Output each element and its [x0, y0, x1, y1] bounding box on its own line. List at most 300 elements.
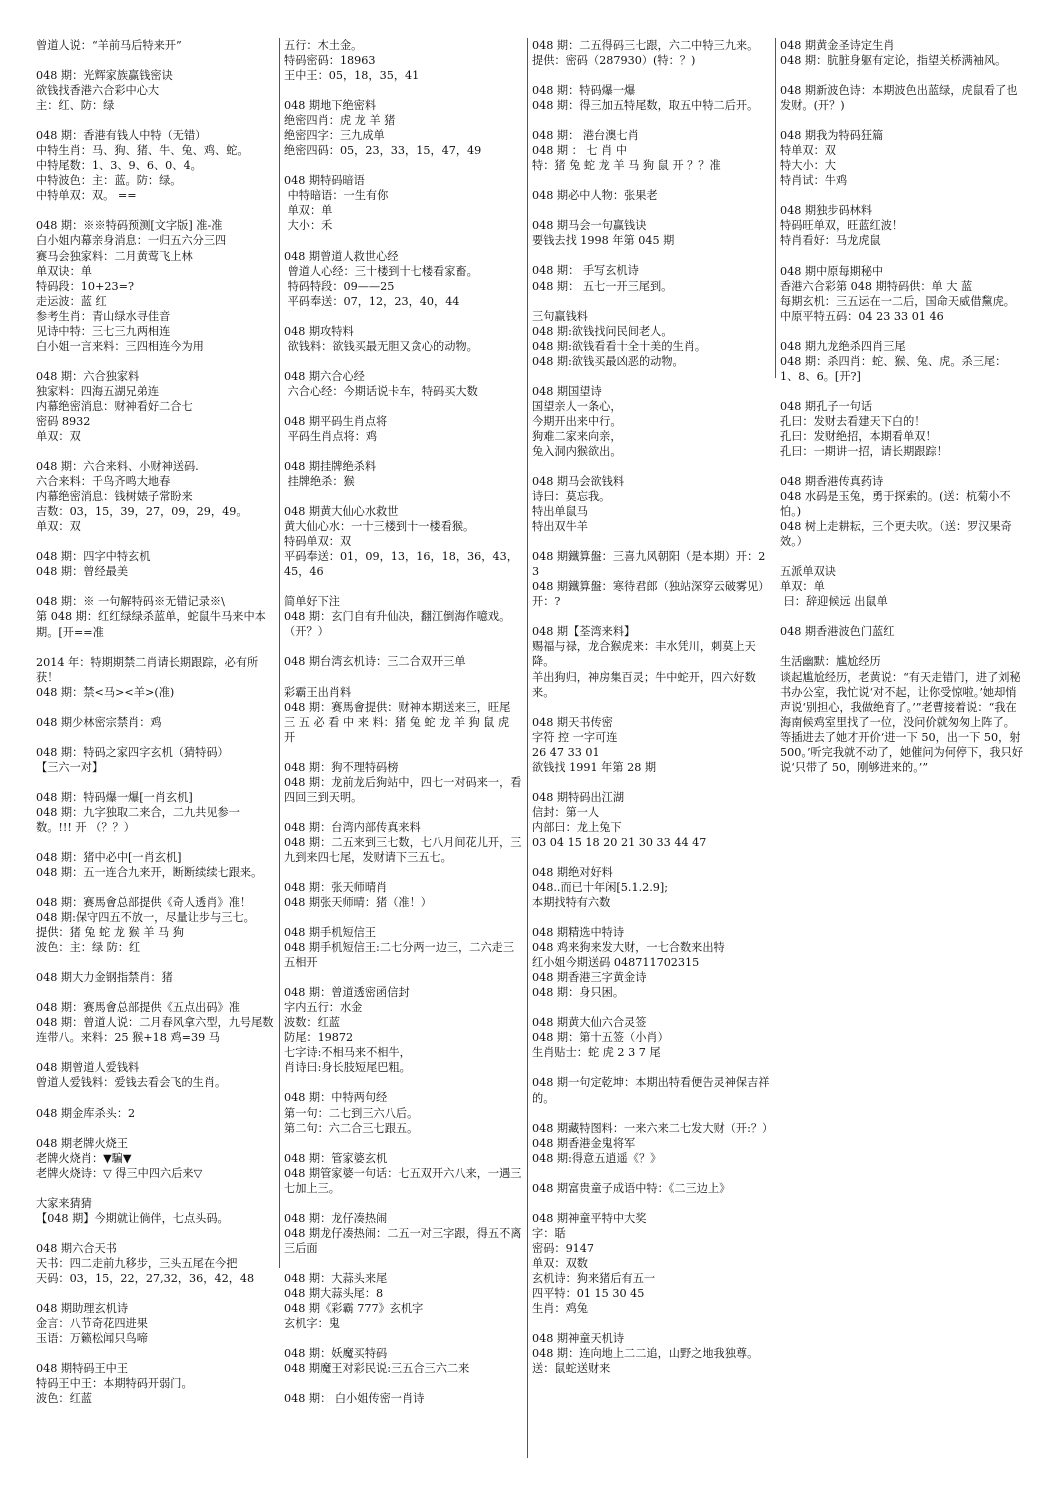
text-line: 每期玄机：三五运在一二后，国命天威借黧虎。 [780, 294, 1015, 308]
text-line: 曾道人爱钱料：爱钱去看会飞的生肖。 [36, 1076, 227, 1090]
text-block [36, 1241, 274, 1286]
text-line: 主：红、防：绿 [36, 99, 115, 113]
text-line: 中特单双：双。 == [36, 189, 137, 203]
text-line: 生肖贴士：蛇 虎 2 3 7 尾 [532, 1046, 661, 1060]
text-line: 单双：单 [780, 580, 825, 594]
text-line: 香港六合彩第 048 期特码供：单 大 蓝 [780, 279, 973, 293]
text-line: 金言：八节奇花四进果 [36, 1317, 148, 1330]
text-block [780, 399, 1024, 459]
text-line: 048 期：赛馬會总部提供《奇人透肖》准！ [36, 896, 252, 910]
text-line: 五派单双诀 [780, 565, 836, 579]
text-block [780, 654, 1024, 774]
text-line: 048 期：赛馬會提供：财神本期送来三，旺尾 三 五 必 看 中 来 料：猪 兔 蛇 龙 羊 狗 鼠 虎 开 [284, 700, 514, 744]
text-line: 048 期魔王对彩民说:三五合三六二来 [284, 1362, 470, 1376]
text-line: 048 期：特码之家四字玄机（猜特码） [36, 745, 229, 759]
text-line: 048 期：玄门自有升仙决，翻江倒海作噫戏。（开？） [284, 610, 511, 639]
text-line: 048 期：肮脏身躯有定论，指望关桥满袖风。 [780, 54, 1007, 68]
text-line: 中特暗语：一生有你 [284, 189, 389, 203]
text-block [780, 624, 1024, 639]
text-block [532, 218, 772, 248]
text-line: 挂牌绝杀：猴 [284, 475, 355, 489]
text-line: 048 期：狗不理特码榜 [284, 760, 399, 774]
text-line: 参考生肖：青山绿水寻佳音 [36, 309, 171, 323]
text-line: 平码奉送：01，09，13，16，18，36，43，45，46 [284, 550, 518, 579]
text-line: 曾道人心经：三十楼到十七楼看家畜。 [284, 264, 478, 278]
text-line: 048 期神童天机诗 [532, 1332, 625, 1346]
text-line: 048 期鐵算盤：寒待君郎（独站深穿云破雾见）开：? [532, 580, 770, 609]
column-1 [36, 38, 274, 1421]
text-line: 六合来料：千鸟齐鸣大地春 [36, 475, 171, 489]
text-block [780, 203, 1024, 248]
text-line: 048 期：台湾内部传真来料 [284, 820, 421, 834]
text-line: 绝密四字：三九成单 [284, 129, 385, 143]
text-line: 中特生肖：马、狗、猪、牛、兔、鸡、蛇。 [36, 144, 249, 158]
text-block [36, 1361, 274, 1406]
text-block [532, 1015, 772, 1060]
text-line: 048 期：管家婆玄机 [284, 1151, 388, 1165]
text-line: 内部曰：龙上兔下 [532, 820, 622, 834]
text-block [284, 459, 522, 489]
text-line: 第一句：二七到三六八后。 [284, 1106, 419, 1120]
text-block [532, 83, 772, 113]
text-block [532, 715, 772, 775]
text-block [780, 128, 1024, 188]
text-line: 独家料：四海五湖兄弟连 [36, 384, 160, 398]
text-line: 048 期六合天书 [36, 1241, 117, 1255]
text-line: 特大小：大 [780, 159, 836, 173]
text-line: 048 期手机短信王 [284, 926, 377, 940]
text-block [532, 384, 772, 459]
text-block [284, 98, 522, 158]
text-line: 048 期黄大仙心水救世 [284, 505, 399, 519]
text-block [532, 1211, 772, 1316]
text-line: 中特波色：主：蓝。防：绿。 [36, 174, 182, 188]
text-line: 048 期：得三加五特尾数，取五中特二后开。 [532, 99, 759, 113]
text-line: 羊出狗归，神房集百灵；牛中蛇开，四六好数来。 [532, 670, 756, 699]
text-line: 曰：辞迎候远 出鼠单 [780, 595, 888, 609]
text-line: 048 期精选中特诗 [532, 926, 625, 940]
text-line: 048 期六合心经 [284, 369, 365, 383]
text-block [284, 504, 522, 579]
text-block [532, 1181, 772, 1196]
text-block [36, 459, 274, 534]
text-line: 048 期 ： 七 肖 中 [532, 144, 628, 158]
text-block [532, 624, 772, 699]
text-line: 048 期:欲钱找问民间老人。 [532, 324, 673, 338]
text-line: 单双：双数 [532, 1256, 588, 1270]
text-line: 特单双：双 [780, 144, 836, 158]
text-line: 孔曰：发财绝招，本期看单双！ [780, 429, 937, 443]
text-line: 048 期孔子一句话 [780, 399, 873, 413]
text-line: 048 期黄大仙六合灵签 [532, 1016, 647, 1030]
text-line: 048 期香港三字黄金诗 [532, 971, 647, 985]
text-line: 内幕绝密消息：财神看好二合七 [36, 399, 193, 413]
text-block [36, 369, 274, 444]
text-block [284, 594, 522, 639]
text-block [36, 218, 274, 353]
text-line: 欲钱找香港六合彩中心大 [36, 84, 160, 98]
text-line: 中特尾数：1、3、9、6、0、4。 [36, 159, 202, 173]
text-block [36, 895, 274, 955]
text-line: 曾道人说：“羊前马后特来开” [36, 39, 182, 52]
text-block [284, 685, 522, 745]
text-line: 048 期：身只困。 [532, 986, 625, 1000]
text-line: 048 期：特码爆一爆[一肖玄机] [36, 790, 193, 804]
text-line: 生活幽默：尴尬经历 [780, 655, 881, 669]
text-line: 048 期攻特料 [284, 324, 354, 338]
text-block [780, 83, 1024, 113]
text-line: 048 期香港波色门蓝红 [780, 625, 895, 639]
text-block [532, 128, 772, 173]
text-line: 048 期特码出江湖 [532, 790, 625, 804]
text-line: 信封：第一人 [532, 805, 600, 819]
text-line: 048 期必中人物：张果老 [532, 189, 658, 203]
text-line: 048 期：张天师晴肖 [284, 880, 388, 894]
text-line: 平码奉送：07，12，23，40，44 [284, 294, 460, 308]
text-block [284, 1271, 522, 1331]
text-block [36, 1060, 274, 1090]
text-line: 048 期：第十五签（小肖） [532, 1031, 669, 1045]
text-line: 048 期：九字独取二来合，二九共见参一数。!!! 开 （？？） [36, 805, 240, 834]
text-line: 内幕绝密消息：钱树婊子常盼来 [36, 490, 193, 504]
text-line: 六合心经：今期话说卡车，特码买大数 [284, 384, 478, 398]
column-divider-3 [775, 38, 776, 378]
text-line: 048 期：※ 一句解特码※无错记录※\ [36, 595, 225, 609]
text-line: 欲钱找 1991 年第 28 期 [532, 760, 657, 774]
text-line: 提供：密码（287930）(特：？) [532, 54, 696, 68]
text-line: 大家来猜猜 [36, 1196, 92, 1210]
text-line: 048..而已十年闲[5.1.2.9]; [532, 881, 669, 895]
text-line: 048 期马会欲钱料 [532, 474, 625, 488]
text-block [284, 654, 522, 669]
text-block [284, 369, 522, 399]
text-line: 03 04 15 18 20 21 30 33 44 47 [532, 835, 707, 849]
text-line: 三句赢钱料 [532, 309, 588, 323]
text-line: 玄机诗：狗来猪后有五一 [532, 1271, 656, 1285]
text-block [284, 414, 522, 444]
text-block [36, 1196, 274, 1226]
text-line: 孔曰：发财去看建天下白的！ [780, 414, 926, 428]
text-line: 单双诀：单 [36, 264, 92, 278]
text-block [780, 339, 1024, 384]
text-line: 048 期：大蒜头来尾 [284, 1271, 388, 1285]
text-block [36, 970, 274, 985]
text-line: 048 期一句定乾坤：本期出特看便告灵神保吉祥的。 [532, 1076, 770, 1105]
text-line: 048 期助理玄机诗 [36, 1301, 129, 1315]
text-line: 赐福与禄，龙合猴虎来：丰水凭川，刺莫上天降。 [532, 640, 756, 669]
text-line: 白小姐一言来料：三四相连今为用 [36, 339, 204, 353]
text-line: 048 期我为特码狂篇 [780, 129, 884, 143]
text-line: 天书：四二走前九移步，三头五尾在今把 [36, 1256, 238, 1270]
text-line: 048 期藏特图料：一来六来二七发大财（开:？） [532, 1121, 774, 1135]
text-block [36, 594, 274, 639]
text-line: 波数：红蓝 [284, 1016, 340, 1030]
text-block [532, 549, 772, 609]
text-line: 波色：主：绿 防：红 [36, 941, 141, 955]
text-block [284, 173, 522, 233]
text-line: 048 期绝对好料 [532, 865, 613, 879]
text-block [532, 188, 772, 203]
text-line: 048 期： 白小姐传密一肖诗 [284, 1392, 425, 1406]
text-block [36, 68, 274, 113]
text-line: 肖诗曰:身长肢短尾巴粗。 [284, 1061, 411, 1075]
text-line: 第二句：六二合三七跟五。 [284, 1121, 419, 1135]
text-line: 048 期:欲钱买最凶恶的动物。 [532, 354, 684, 368]
text-block [36, 1136, 274, 1181]
text-line: 048 期：禁<马><羊>(准) [36, 685, 175, 699]
text-block [532, 474, 772, 534]
text-line: 【三六一对】 [36, 760, 104, 774]
text-line: 黄大仙心水：一十三楼到十一楼看猴。 [284, 520, 475, 534]
text-line: 玉语：万籁松闻只鸟啼 [36, 1332, 148, 1346]
text-block [532, 38, 772, 68]
text-line: 吉数：03，15，39，27，09，29，49。 [36, 505, 248, 519]
text-block [780, 38, 1024, 68]
text-line: 048 期：光辉家族赢钱密诀 [36, 69, 173, 83]
text-line: 七字诗:不相马来不相牛， [284, 1046, 411, 1060]
text-block [36, 715, 274, 730]
text-block [284, 1090, 522, 1135]
text-line: 见诗中特：三七三九两相连 [36, 324, 171, 338]
text-line: 048 期曾道人爱钱料 [36, 1061, 140, 1075]
text-line: 048 期：※※特码预测[文字版] 准-准 [36, 219, 223, 233]
text-line: 048 树上走耕耘，三个更夫吹。（送：罗汉果奇效。） [780, 520, 1012, 549]
text-line: 048 期神童平特中大奖 [532, 1211, 647, 1225]
text-block [780, 474, 1024, 549]
text-line: 单双：双 [36, 430, 81, 444]
text-line: 特码旺单双，旺蓝红波！ [780, 219, 904, 233]
text-block [532, 1121, 772, 1166]
text-block [780, 264, 1024, 324]
text-line: 048 期：妖魔买特码 [284, 1347, 388, 1361]
text-line: 孔曰：一期讲一招，请长期跟踪！ [780, 444, 948, 458]
text-line: 048 期独步码林料 [780, 204, 873, 218]
text-line: 048 期特码王中王 [36, 1362, 129, 1376]
text-line: 048 期富贵童子成语中特：《二三边上》 [532, 1181, 731, 1195]
text-line: 兔入洞内猴欲出。 [532, 444, 622, 458]
text-line: 密码 8932 [36, 414, 91, 428]
text-line: 赛马会独家料：二月黄莺飞上林 [36, 249, 193, 263]
text-line: 生肖：鸡兔 [532, 1302, 588, 1316]
text-block [284, 925, 522, 970]
text-line: 048 期： 手写玄机诗 [532, 264, 639, 278]
text-block [284, 985, 522, 1075]
text-line: 048 期张天师晴：猪（准！） [284, 896, 432, 910]
text-line: 今期开出来中行。 [532, 414, 622, 428]
text-block [532, 1331, 772, 1376]
column-divider-2 [527, 38, 528, 1458]
text-block [284, 1391, 522, 1406]
text-line: 大小：禾 [284, 219, 333, 233]
text-line: 048 期香港金鬼将军 [532, 1136, 636, 1150]
text-line: 048 期： 港台澳七肖 [532, 129, 639, 143]
text-line: 048 期：龙前龙后狗站中，四七一对码来一，看四回三到天明。 [284, 775, 522, 804]
text-line: 048 期:欲钱看看十全十美的生肖。 [532, 339, 707, 353]
text-line: 048 期国望诗 [532, 384, 602, 398]
text-line: 048 期金库杀头：2 [36, 1106, 136, 1120]
text-line: 【048 期】今期就让倘伴，七点头码。 [36, 1211, 229, 1225]
text-line: 048 期平码生肖点将 [284, 414, 388, 428]
text-line: 特出单鼠马 [532, 505, 588, 519]
text-line: 048 期：猪中必中[一肖玄机] [36, 850, 182, 864]
text-block [36, 655, 274, 700]
text-line: 特码密码：18963 [284, 54, 376, 68]
text-line: 048 期：二五得码三七跟，六二中特三九来。 [532, 39, 759, 52]
text-line: 绝密四码：05，23，33，15，47，49 [284, 144, 482, 158]
text-line: 048 期：连向地上二二追，山野之地我独尊。 送：鼠蛇送财来 [532, 1347, 762, 1376]
text-line: 特码段：10+23=? [36, 279, 134, 293]
text-block [36, 1106, 274, 1121]
text-line: 048 期：赛馬會总部提供《五点出码》准 [36, 1001, 240, 1015]
text-line: 平码生肖点将：鸡 [284, 429, 378, 443]
text-line: 狗难二家来向亲， [532, 429, 622, 443]
text-line: 048 期九龙绝杀四肖三尾 [780, 339, 906, 353]
text-block [532, 1075, 772, 1105]
text-line: 2014 年：特期期禁二肖请长期跟踪，必有所获！ [36, 655, 259, 684]
text-line: 特码王中王：本期特码开弱门。 [36, 1377, 193, 1391]
text-line: 简单好下注 [284, 595, 340, 609]
text-line: 048 期黄金圣诗定生肖 [780, 39, 895, 52]
text-line: 048 期天书传密 [532, 715, 613, 729]
text-line: 白小姐内幕亲身消息：一归五六分三四 [36, 234, 227, 248]
text-line: 密码：9147 [532, 1241, 595, 1255]
text-line: 048 期台湾玄机诗：三二合双开三单 [284, 655, 466, 669]
text-block [36, 549, 274, 579]
text-block [284, 760, 522, 805]
text-line: 048 期鐵算盤：三喜九风朝阳（是本期）开：23 [532, 550, 766, 579]
text-line: 波色：红蓝 [36, 1392, 92, 1406]
text-block [284, 38, 522, 83]
text-line: 五行：木土金。 [284, 39, 363, 52]
text-line: 单双：单 [284, 204, 333, 218]
text-line: 048 期大力金钢指禁肖：猪 [36, 971, 173, 985]
text-block [36, 38, 274, 53]
text-line: 要钱去找 1998 年第 045 期 [532, 234, 675, 248]
text-line: 诗曰：莫忘我。 [532, 490, 611, 504]
text-line: 天码：03，15，22，27,32，36，42，48 [36, 1271, 255, 1285]
text-line: 048 期：四字中特玄机 [36, 550, 151, 564]
text-block [532, 925, 772, 1000]
text-block [532, 263, 772, 293]
text-line: 048 期香港传真药诗 [780, 475, 884, 489]
text-line: 特码特段：09——25 [284, 279, 395, 293]
text-line: 王中王：05，18，35，41 [284, 69, 420, 83]
text-line: 四平特：01 15 30 45 [532, 1287, 645, 1300]
text-line: 字内五行：水金 [284, 1001, 363, 1015]
text-line: 单双：双 [36, 520, 81, 534]
text-block [36, 128, 274, 203]
text-line: 048 期：二五来到三七数，七八月间花儿开，三九到来四七尾，发财请下三五七。 [284, 835, 522, 864]
text-line: 特：猪 兔 蛇 龙 羊 马 狗 鼠 开 ？？准 [532, 159, 721, 173]
text-line: 048 期少林密宗禁肖：鸡 [36, 715, 162, 729]
column-3 [532, 38, 772, 1391]
text-line: 048 期新波色诗：本期波色出蓝绿，虎鼠看了也发财。(开？) [780, 84, 1018, 113]
text-line: 048 期特码暗语 [284, 174, 365, 188]
text-line: 走运波：蓝 红 [36, 294, 107, 308]
text-block [36, 1301, 274, 1346]
text-line: 彩霸王出肖料 [284, 685, 352, 699]
text-line: 048 期：六合独家料 [36, 369, 140, 383]
text-line: 红小姐今期送码 048711702315 [532, 956, 700, 970]
text-block [36, 745, 274, 775]
text-line: 048 期【荃湾来料】 [532, 625, 636, 639]
text-line: 048 鸡来狗来发大财，一七合数来出特 [532, 941, 725, 955]
text-line: 048 期：曾道透密函信封 [284, 986, 410, 1000]
text-line: 048 期：龙仔凑热闹 [284, 1211, 388, 1225]
text-line: 048 期手机短信王:二七分两一边三，二六走三五相开 [284, 941, 515, 970]
text-line: 字：聒 [532, 1226, 566, 1240]
text-line: 绝密四肖：虎 龙 羊 猪 [284, 114, 396, 128]
text-line: 提供：猪 兔 蛇 龙 猴 羊 马 狗 [36, 926, 184, 940]
text-line: 048 期曾道人救世心经 [284, 249, 399, 263]
text-line: 048 期：六合来料、小财神送码. [36, 460, 199, 474]
text-block [284, 1346, 522, 1376]
text-line: 048 期：五一连合九来开，断断续续七跟来。 [36, 866, 263, 880]
text-block [284, 249, 522, 309]
text-line: 本期找特有六数 [532, 896, 611, 910]
text-line: 048 期龙仔凑热闹：二五一对三字跟，得五不离三后面 [284, 1226, 522, 1255]
text-line: 谈起尴尬经历，老黄说：“有天走错门，进了刘秘书办公室，我忙说‘对不起，让你受惊啦。’她却悄声说‘别担心，我做绝育了。’”老曹接着说：“我在海南候鸡室里找了一位，没问价就匆匆上阵了。等插进去了她才开价‘进一下 50，出一下 50，射 500。’听完我就不动了，她催问为何停下，我只好说‘只带了 50，刚够进来的。’” [780, 670, 1025, 774]
text-line: 第 048 期：红红绿绿杀蓝单，蛇鼠牛马来中本期。[开==准 [36, 610, 266, 639]
text-line: 中原平特五码：04 23 33 01 46 [780, 309, 944, 323]
text-line: 048 期马会一句赢钱诀 [532, 219, 647, 233]
text-line: 26 47 33 01 [532, 745, 600, 759]
column-4 [780, 38, 1024, 790]
text-line: 048 期:保守四五不放一，尽量让步与三七。 [36, 911, 255, 925]
text-line: 048 期：杀四肖：蛇、猴、兔、虎。杀三尾：1、8、6。[开?] [780, 354, 1007, 383]
text-line: 048 期： 五七一开三尾到。 [532, 279, 673, 293]
text-block [36, 850, 274, 880]
text-line: 特肖看好：马龙虎鼠 [780, 234, 881, 248]
text-line: 048 期：香港有钱人中特（无错） [36, 129, 207, 143]
text-block [284, 880, 522, 910]
text-line: 048 期：中特两句经 [284, 1091, 388, 1105]
text-line: 048 期：特码爆一爆 [532, 84, 636, 98]
text-block [284, 1151, 522, 1196]
column-2 [284, 38, 522, 1421]
text-line: 048 期:得意五逍遥《？》 [532, 1151, 662, 1165]
text-line: 玄机字：鬼 [284, 1317, 340, 1331]
text-block [532, 309, 772, 369]
text-line: 048 期老牌火烧王 [36, 1136, 129, 1150]
text-line: 国望亲人一条心， [532, 399, 622, 413]
text-line: 048 期中原每期秘中 [780, 264, 884, 278]
text-line: 048 水码是玉兔，勇于探索的。(送：杭菊小不怕。) [780, 490, 1011, 519]
text-line: 特出双牛羊 [532, 520, 588, 534]
text-block [284, 820, 522, 865]
text-block [36, 1000, 274, 1045]
text-block [780, 564, 1024, 609]
text-line: 特码单双：双 [284, 535, 352, 549]
text-block [284, 1211, 522, 1256]
text-line: 048 期：曾道人说：二月春风拿六型，九号尾数连带八。来料：25 猴+18 鸡=39 马 [36, 1016, 274, 1045]
text-line: 048 期《彩霸 777》玄机字 [284, 1302, 424, 1315]
text-line: 欲钱料：欲钱买最无胆又贪心的动物。 [284, 339, 478, 353]
text-line: 048 期挂牌绝杀料 [284, 459, 377, 473]
text-line: 048 期大蒜头尾：8 [284, 1286, 384, 1300]
text-block [284, 324, 522, 354]
text-block [36, 790, 274, 835]
text-line: 048 期管家婆一句话：七五双开六八来，一遇三七加上三。 [284, 1166, 522, 1195]
text-line: 特肖试：牛鸡 [780, 174, 848, 188]
text-block [532, 790, 772, 850]
text-line: 048 期：曾经最美 [36, 565, 129, 579]
text-line: 字符 控 一字可连 [532, 730, 618, 744]
column-divider-1 [279, 38, 280, 1268]
text-line: 老牌火烧肖：▼騙▼ [36, 1151, 132, 1165]
text-line: 048 期地下绝密料 [284, 99, 377, 113]
text-block [532, 865, 772, 910]
